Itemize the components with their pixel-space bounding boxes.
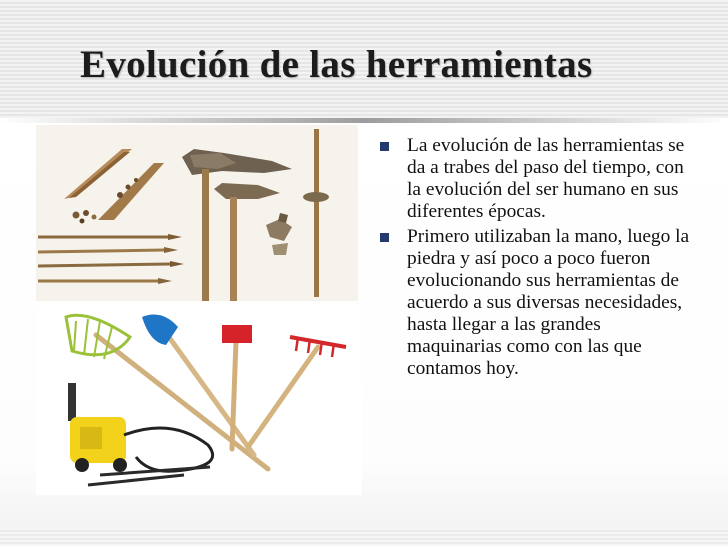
bullet-item: [380, 226, 700, 380]
bullet-text: Primero utilizaban la mano, luego la piedra y así poco a poco fueron evolucionando sus herramientas de acuerdo a sus diversas necesidades, hasta llegar a las grandes maquinarias como con las que contamos hoy.: [407, 226, 690, 379]
bullet-text: La evolución de las herramientas se da a trabes del paso del tiempo, con la evolución del ser humano en sus diferentes épocas.: [407, 135, 685, 222]
slide-title: Evolución de las herramientas: [80, 43, 593, 86]
bullet-list: [380, 135, 700, 383]
ancient-tools-photo: [36, 125, 358, 301]
bullet-square-icon: [380, 233, 389, 242]
bottom-band: [0, 528, 728, 546]
bullet-item: [380, 135, 700, 223]
bullet-square-icon: [380, 142, 389, 151]
modern-garden-tools-photo: [36, 307, 362, 495]
